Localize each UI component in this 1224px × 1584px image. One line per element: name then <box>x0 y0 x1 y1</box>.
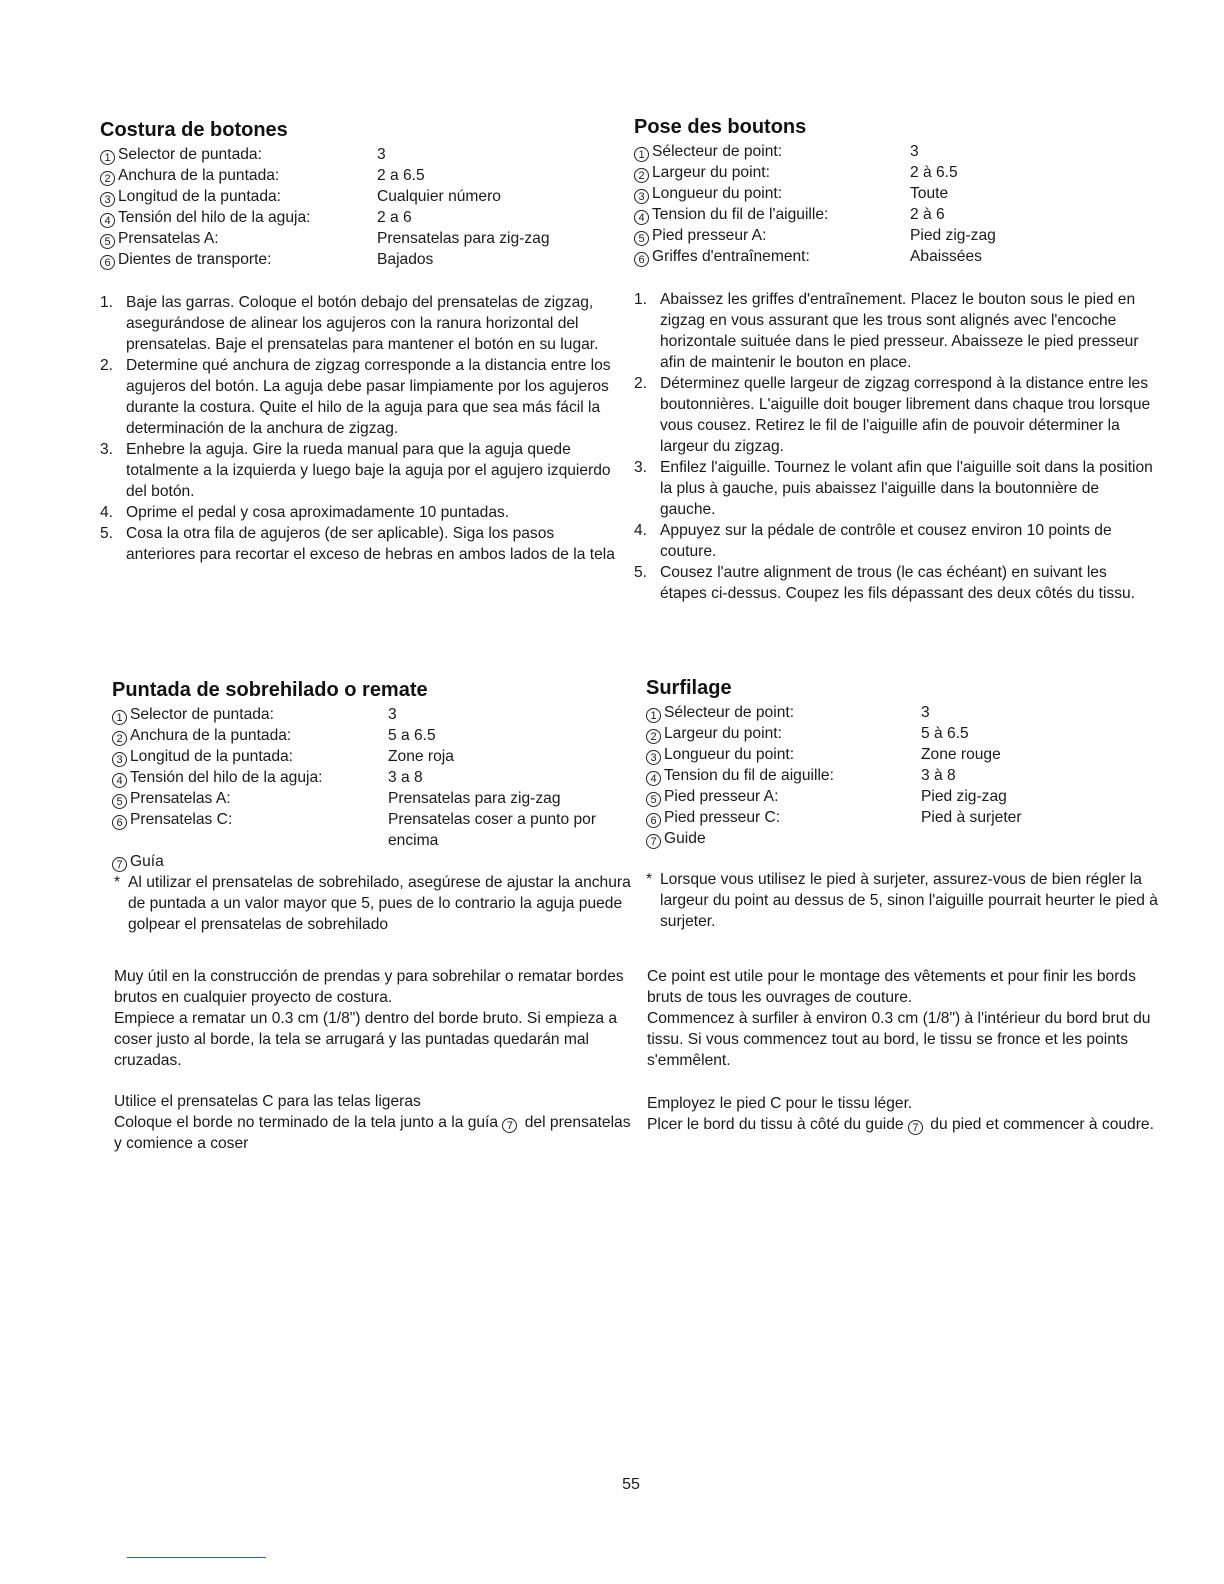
es-overcast-paragraph: Empiece a rematar un 0.3 cm (1/8") dentro del borde bruto. Si empieza a coser justo al borde, la tela se arrugará y las puntadas quedarán mal cruzadas. <box>114 1010 618 1069</box>
setting-value: 2 à 6 <box>910 206 945 223</box>
setting-row <box>100 207 625 228</box>
fr-overcast-paragraph: Employez le pied C pour le tissu léger. <box>647 1095 913 1112</box>
fr-overcast-title: Surfilage <box>646 677 732 699</box>
step-item: 1. Baje las garras. Coloque el botón debajo del prensatelas de zigzag, asegurándose de alinear los agujeros con la ranura horizontal del prensatelas. Baje el prensatelas para mantener el botón en su lugar. <box>100 294 599 353</box>
setting-row <box>634 141 1154 162</box>
es-buttons-title: Costura de botones <box>100 119 288 141</box>
setting-label: Pied presseur A: <box>652 227 767 244</box>
fr-overcast-settings <box>646 702 1166 849</box>
setting-row <box>112 746 632 767</box>
setting-label: Pied presseur A: <box>664 788 779 805</box>
setting-label: Longueur du point: <box>652 185 783 202</box>
number-5-icon: 5 <box>634 231 649 246</box>
setting-label: Longitud de la puntada: <box>118 188 282 205</box>
es-buttons-steps <box>100 292 625 565</box>
es-overcast-text <box>114 966 632 1154</box>
setting-value: Prensatelas coser a punto por encima <box>388 811 597 849</box>
setting-label: Prensatelas A: <box>130 790 231 807</box>
step-item: 4. Oprime el pedal y cosa aproximadamente 10 puntadas. <box>100 504 510 521</box>
number-7-icon: 7 <box>502 1118 517 1133</box>
setting-row <box>100 144 625 165</box>
setting-value: 3 <box>377 146 386 163</box>
setting-label: Selector de puntada: <box>118 146 262 163</box>
setting-value: Toute <box>910 185 949 202</box>
setting-label: Prensatelas A: <box>118 230 219 247</box>
fr-buttons-steps <box>634 289 1154 604</box>
setting-row <box>634 225 1154 246</box>
number-7-icon: 7 <box>646 834 661 849</box>
setting-label: Tension du fil de l'aiguille: <box>652 206 829 223</box>
setting-label: Griffes d'entraînement: <box>652 248 810 265</box>
number-6-icon: 6 <box>646 813 661 828</box>
setting-value: Pied zig-zag <box>910 227 996 244</box>
step-item: 5. Cousez l'autre alignment de trous (le cas échéant) en suivant les étapes ci-dessus. Coupez les fils dépassant des deux côtés du tissu. <box>634 564 1136 602</box>
number-7-icon: 7 <box>112 857 127 872</box>
setting-row <box>634 162 1154 183</box>
es-overcast-section <box>112 678 632 935</box>
setting-label: Sélecteur de point: <box>664 704 795 721</box>
setting-label: Longitud de la puntada: <box>130 748 294 765</box>
setting-label: Longueur du point: <box>664 746 795 763</box>
setting-value: 2 à 6.5 <box>910 164 958 181</box>
number-2-icon: 2 <box>112 731 127 746</box>
setting-label: Pied presseur C: <box>664 809 781 826</box>
fr-overcast-section <box>646 676 1166 932</box>
setting-label: Tensión del hilo de la aguja: <box>130 769 323 786</box>
number-1-icon: 1 <box>100 150 115 165</box>
setting-value: 3 à 8 <box>921 767 956 784</box>
setting-value: 3 <box>388 706 397 723</box>
setting-label: Guía <box>130 853 164 870</box>
setting-value: 5 à 6.5 <box>921 725 969 742</box>
setting-value: 3 <box>910 143 919 160</box>
number-6-icon: 6 <box>634 252 649 267</box>
number-5-icon: 5 <box>112 794 127 809</box>
fr-overcast-text <box>647 966 1159 1135</box>
setting-value: 3 <box>921 704 930 721</box>
number-6-icon: 6 <box>112 815 127 830</box>
bullet-mark: * <box>646 871 653 888</box>
fr-overcast-paragraph: Ce point est utile pour le montage des vêtements et pour finir les bords bruts de tous les ouvrages de couture. <box>647 968 1136 1006</box>
setting-label: Largeur du point: <box>664 725 782 742</box>
setting-row <box>646 765 1166 786</box>
number-3-icon: 3 <box>112 752 127 767</box>
setting-label: Prensatelas C: <box>130 811 233 828</box>
setting-row <box>646 744 1166 765</box>
setting-row <box>100 249 625 270</box>
setting-label: Tensión del hilo de la aguja: <box>118 209 311 226</box>
setting-row <box>634 204 1154 225</box>
es-overcast-paragraph: Muy útil en la construcción de prendas y para sobrehilar o rematar bordes brutos en cualquier proyecto de costura. <box>114 968 624 1006</box>
setting-row <box>112 809 632 851</box>
es-overcast-title: Puntada de sobrehilado o remate <box>112 679 428 701</box>
setting-row <box>646 828 1166 849</box>
setting-row <box>100 165 625 186</box>
step-item: 3. Enfilez l'aiguille. Tournez le volant afin que l'aiguille soit dans la position la plus à gauche, puis abaissez l'aiguille dans la boutonnière de gauche. <box>634 459 1153 518</box>
number-4-icon: 4 <box>646 771 661 786</box>
fr-buttons-settings <box>634 141 1154 267</box>
setting-row <box>634 246 1154 267</box>
number-3-icon: 3 <box>100 192 115 207</box>
number-3-icon: 3 <box>646 750 661 765</box>
number-1-icon: 1 <box>634 147 649 162</box>
number-2-icon: 2 <box>646 729 661 744</box>
setting-label: Sélecteur de point: <box>652 143 783 160</box>
setting-row <box>112 767 632 788</box>
fr-overcast-paragraph: Commencez à surfiler à environ 0.3 cm (1/8") à l'intérieur du bord brut du tissu. Si vous commencez tout au bord, le tissu se fronce et les points s'emmêlent. <box>647 1010 1151 1069</box>
es-overcast-settings <box>112 704 632 872</box>
step-item: 3. Enhebre la aguja. Gire la rueda manual para que la aguja quede totalmente a la izquierda y luego baje la aguja por el agujero izquierdo del botón. <box>100 441 611 500</box>
setting-value: Bajados <box>377 251 434 268</box>
setting-label: Anchura de la puntada: <box>130 727 292 744</box>
setting-label: Guide <box>664 830 706 847</box>
setting-row <box>646 786 1166 807</box>
setting-label: Selector de puntada: <box>130 706 274 723</box>
fr-buttons-section <box>634 115 1154 604</box>
number-4-icon: 4 <box>100 213 115 228</box>
number-6-icon: 6 <box>100 255 115 270</box>
setting-row <box>646 723 1166 744</box>
setting-label: Tension du fil de aiguille: <box>664 767 834 784</box>
setting-value: Prensatelas para zig-zag <box>388 790 561 807</box>
setting-value: Prensatelas para zig-zag <box>377 230 550 247</box>
fr-overcast-note: * Lorsque vous utilisez le pied à surjeter, assurez-vous de bien régler la largeur du point au dessus de 5, sinon l'aiguille pourrait heurter le pied à surjeter. <box>646 871 1158 930</box>
setting-label: Dientes de transporte: <box>118 251 272 268</box>
setting-row <box>112 725 632 746</box>
step-item: 5. Cosa la otra fila de agujeros (de ser aplicable). Siga los pasos anteriores para recortar el exceso de hebras en ambos lados de la tela <box>100 525 615 563</box>
setting-value: Pied à surjeter <box>921 809 1022 826</box>
bullet-mark: * <box>114 874 121 891</box>
es-buttons-settings <box>100 144 625 270</box>
setting-label: Largeur du point: <box>652 164 770 181</box>
setting-row <box>112 788 632 809</box>
number-2-icon: 2 <box>634 168 649 183</box>
number-4-icon: 4 <box>634 210 649 225</box>
number-3-icon: 3 <box>634 189 649 204</box>
number-7-icon: 7 <box>908 1120 923 1135</box>
step-item: 1. Abaissez les griffes d'entraînement. Placez le bouton sous le pied en zigzag en vous assurant que les trous sont alignés avec l'encoche horizontale suituée dans le pied presseur. Abaisseze le pied presseur afin de maintenir le bouton en place. <box>634 291 1139 371</box>
number-5-icon: 5 <box>646 792 661 807</box>
es-overcast-paragraph: Utilice el prensatelas C para las telas ligeras <box>114 1093 421 1110</box>
number-4-icon: 4 <box>112 773 127 788</box>
es-buttons-section <box>100 118 625 565</box>
fr-overcast-paragraph: Plcer le bord du tissu à côté du guide 7 du pied et commencer à coudre. <box>647 1116 1154 1134</box>
number-2-icon: 2 <box>100 171 115 186</box>
setting-row <box>634 183 1154 204</box>
step-item: 4. Appuyez sur la pédale de contrôle et cousez environ 10 points de couture. <box>634 522 1112 560</box>
es-overcast-note: * Al utilizar el prensatelas de sobrehilado, asegúrese de ajustar la anchura de puntada a un valor mayor que 5, pues de lo contrario la aguja puede golpear el prensatelas de sobrehilado <box>114 874 631 933</box>
es-overcast-paragraph: Coloque el borde no terminado de la tela junto a la guía 7 del prensatelas y comience a coser <box>114 1114 631 1152</box>
setting-value: 2 a 6 <box>377 209 412 226</box>
setting-value: 2 a 6.5 <box>377 167 425 184</box>
number-1-icon: 1 <box>646 708 661 723</box>
page-number: 55 <box>622 1476 640 1493</box>
setting-row <box>100 186 625 207</box>
setting-row <box>112 851 632 872</box>
setting-value: Zone roja <box>388 748 454 765</box>
number-5-icon: 5 <box>100 234 115 249</box>
number-1-icon: 1 <box>112 710 127 725</box>
setting-value: Abaissées <box>910 248 982 265</box>
fr-buttons-title: Pose des boutons <box>634 116 807 138</box>
footer-rule <box>127 1557 266 1558</box>
setting-value: Pied zig-zag <box>921 788 1007 805</box>
setting-value: Cualquier número <box>377 188 501 205</box>
setting-label: Anchura de la puntada: <box>118 167 280 184</box>
setting-row <box>646 807 1166 828</box>
step-item: 2. Déterminez quelle largeur de zigzag correspond à la distance entre les boutonnières. L'aiguille doit bouger librement dans chaque trou lorsque vous cousez. Retirez le fil de l'aiguille afin de pouvoir déterminer la largeur du zigzag. <box>634 375 1151 455</box>
setting-value: 5 a 6.5 <box>388 727 436 744</box>
setting-value: Zone rouge <box>921 746 1001 763</box>
setting-value: 3 a 8 <box>388 769 423 786</box>
step-item: 2. Determine qué anchura de zigzag corresponde a la distancia entre los agujeros del botón. La aguja debe pasar limpiamente por los agujeros durante la costura. Quite el hilo de la aguja para que sea más fácil la determinación de la anchura de zigzag. <box>100 357 611 437</box>
setting-row <box>100 228 625 249</box>
setting-row <box>646 702 1166 723</box>
setting-row <box>112 704 632 725</box>
